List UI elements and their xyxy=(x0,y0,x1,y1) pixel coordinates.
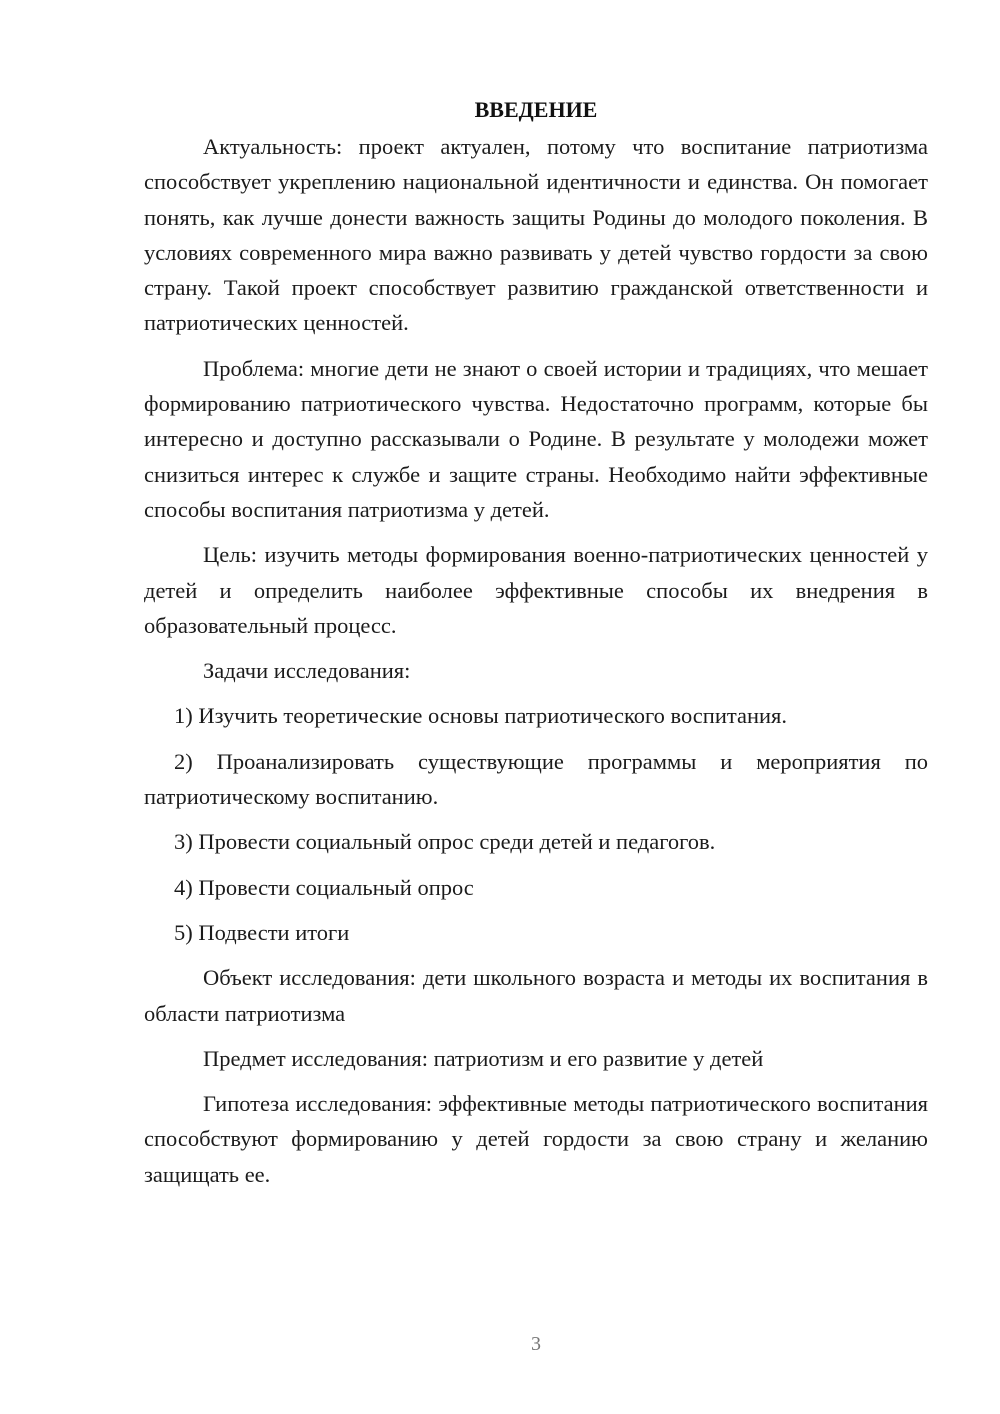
paragraph-relevance: Актуальность: проект актуален, потому что воспитание патриотизма способствует укреплению национальной идентичности и единства. Он помогает понять, как лучше донести важность защиты Родины до молодого поколения. В условиях современного мира важно развивать у детей чувство гордости за свою страну. Такой проект способствует развитию гражданской ответственности и патриотических ценностей. xyxy=(144,134,928,336)
paragraph-object: Объект исследования: дети школьного возраста и методы их воспитания в области патриотизма xyxy=(144,965,928,1026)
paragraph-hypothesis: Гипотеза исследования: эффективные методы патриотического воспитания способствуют формированию у детей гордости за свою страну и желанию защищать ее. xyxy=(144,1091,928,1187)
paragraph-goal: Цель: изучить методы формирования военно-патриотических ценностей у детей и определить наиболее эффективные способы их внедрения в образовательный процесс. xyxy=(144,542,928,638)
page-number: 3 xyxy=(531,1333,541,1355)
task-item-2: 2) Проанализировать существующие программы и мероприятия по патриотическому воспитанию. xyxy=(144,748,928,810)
paragraph-problem: Проблема: многие дети не знают о своей истории и традициях, что мешает формированию патриотического чувства. Недостаточно программ, которые бы интересно и доступно рассказывали о Родине. В результате у молодежи может снизиться интерес к службе и защите страны. Необходимо найти эффективные способы воспитания патриотизма у детей. xyxy=(144,355,928,522)
section-heading: ВВЕДЕНИЕ xyxy=(474,97,598,122)
task-item-1: 1) Изучить теоретические основы патриотического воспитания. xyxy=(174,703,788,729)
task-item-3: 3) Провести социальный опрос среди детей и педагогов. xyxy=(174,829,716,855)
document-page xyxy=(144,92,928,1202)
tasks-title: Задачи исследования: xyxy=(203,658,411,684)
task-item-5: 5) Подвести итоги xyxy=(174,919,350,945)
paragraph-subject: Предмет исследования: патриотизм и его развитие у детей xyxy=(203,1045,764,1071)
task-item-4: 4) Провести социальный опрос xyxy=(174,874,474,900)
